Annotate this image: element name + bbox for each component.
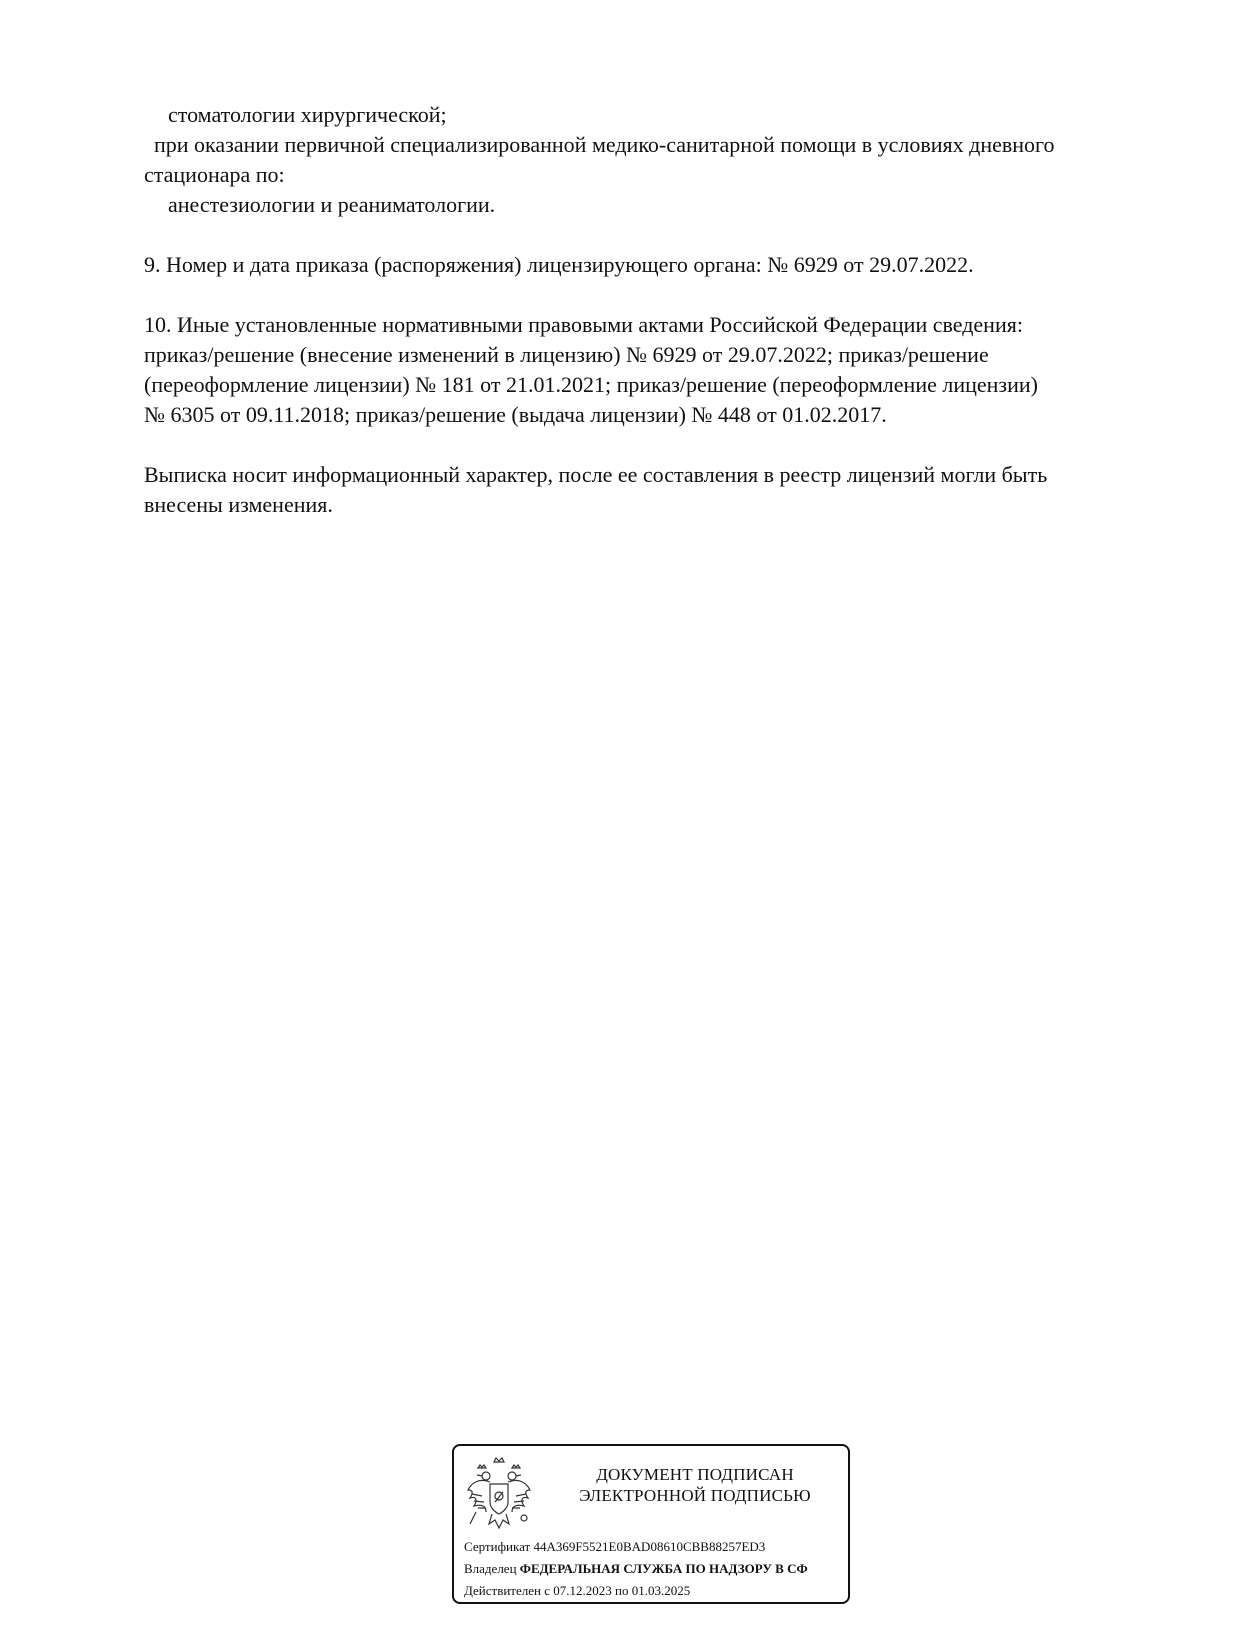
certificate-line: [464, 1538, 765, 1555]
valid-to-label: по: [615, 1583, 629, 1598]
spacer: [144, 280, 1164, 310]
stamp-title-line: ЭЛЕКТРОННОЙ ПОДПИСЬЮ: [579, 1486, 811, 1505]
text-line: стоматологии хирургической;: [168, 102, 447, 127]
text-line: стационара по:: [144, 162, 285, 187]
stamp-title-line: ДОКУМЕНТ ПОДПИСАН: [596, 1465, 794, 1484]
russian-coat-of-arms-icon: [464, 1454, 534, 1534]
text-line: внесены изменения.: [144, 492, 333, 517]
text-line: № 6305 от 09.11.2018; приказ/решение (выдача лицензии) № 448 от 01.02.2017.: [144, 402, 887, 427]
certificate-value: 44A369F5521E0BAD08610CBB88257ED3: [533, 1539, 766, 1554]
valid-label: Действителен с: [464, 1583, 550, 1598]
spacer: [144, 220, 1164, 250]
text-line: приказ/решение (внесение изменений в лицензию) № 6929 от 29.07.2022; приказ/решение: [144, 342, 989, 367]
section-10-other-info: [144, 310, 1164, 430]
text-line: (переоформление лицензии) № 181 от 21.01.2021; приказ/решение (переоформление лицензии): [144, 372, 1038, 397]
validity-line: [464, 1582, 690, 1599]
section-9-order-number: 9. Номер и дата приказа (распоряжения) лицензирующего органа: № 6929 от 29.07.2022.: [144, 252, 974, 277]
text-line: 10. Иные установленные нормативными правовыми актами Российской Федерации сведения:: [144, 312, 1023, 337]
text-line: при оказании первичной специализированной медико-санитарной помощи в условиях дневного: [154, 132, 1055, 157]
text-line: Выписка носит информационный характер, после ее составления в реестр лицензий могли быть: [144, 462, 1048, 487]
disclaimer: [144, 460, 1164, 520]
owner-line: [464, 1560, 808, 1577]
valid-from: 07.12.2023: [553, 1583, 612, 1598]
text-line: анестезиологии и реаниматологии.: [168, 192, 496, 217]
owner-value: ФЕДЕРАЛЬНАЯ СЛУЖБА ПО НАДЗОРУ В СФ: [519, 1561, 808, 1576]
spacer: [144, 430, 1164, 460]
document-body: [144, 100, 1164, 520]
valid-to: 01.03.2025: [631, 1583, 691, 1598]
electronic-signature-stamp: [452, 1444, 850, 1604]
certificate-label: Сертификат: [464, 1539, 531, 1554]
owner-label: Владелец: [464, 1561, 517, 1576]
stamp-title: [550, 1464, 840, 1506]
